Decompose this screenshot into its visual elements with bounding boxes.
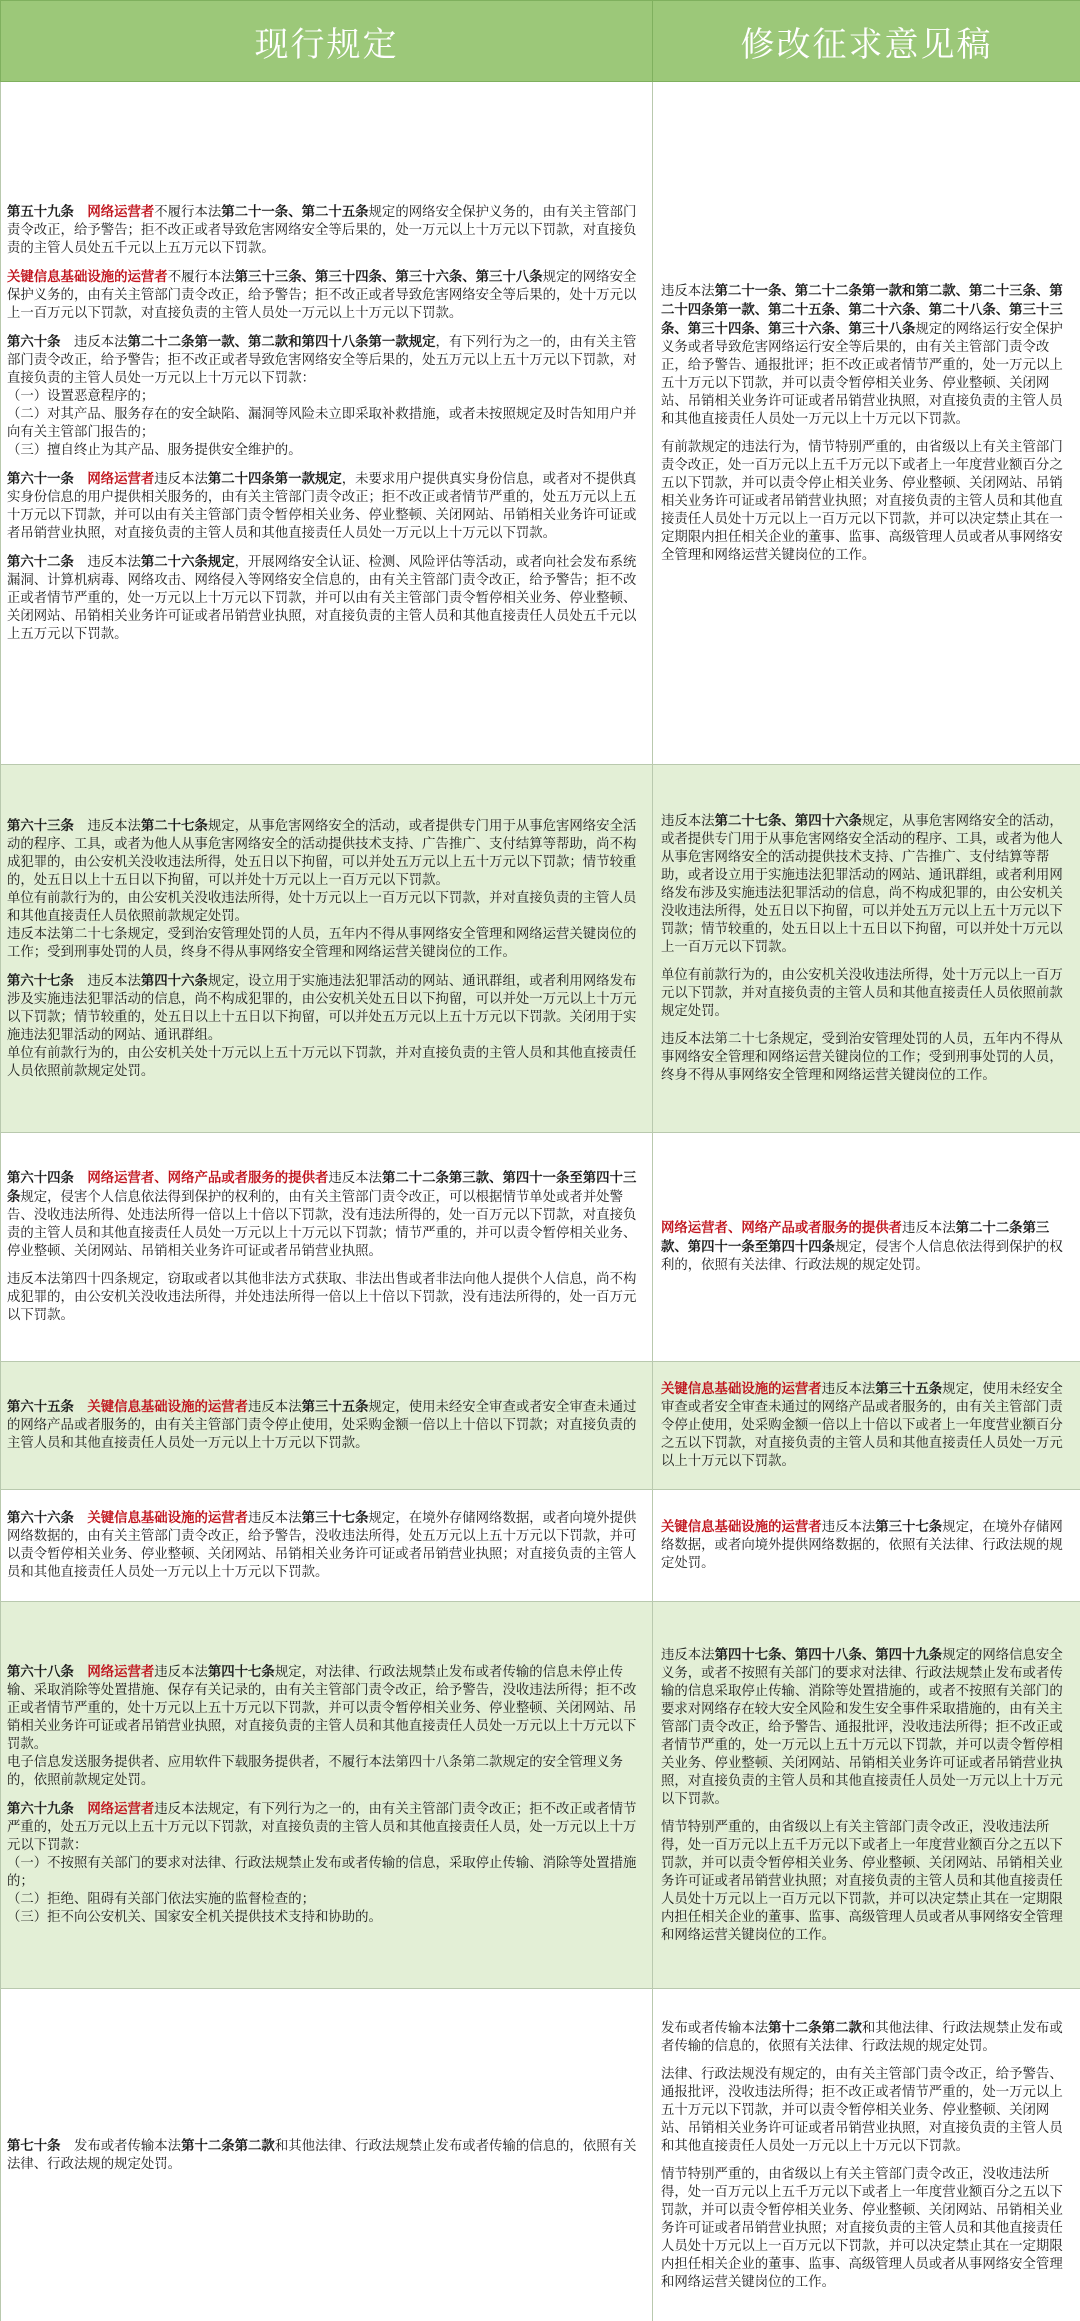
draft-clause-paragraph: 关键信息基础设施的运营者违反本法第三十七条规定，在境外存储网络数据，或者向境外提供网络数据的，依照有关法律、行政法规的规定处罚。 — [661, 1519, 1063, 1571]
current-clause-paragraph: 第六十二条 违反本法第二十六条规定，开展网络安全认证、检测、风险评估等活动，或者向社会发布系统漏洞、计算机病毒、网络攻击、网络侵入等网络安全信息的，由有关主管部门责令改正，给予警告；拒不改正或者情节严重的，处一万元以上十万元以下罚款，并可以由有关主管部门责令暂停相关业务、停业整顿、关闭网站、吊销相关业务许可证或者吊销营业执照，对直接负责的主管人员和其他直接责任人员处五千元以上五万元以下罚款。 — [7, 553, 637, 642]
current-clause-paragraph: 第五十九条 网络运营者不履行本法第二十一条、第二十五条规定的网络安全保护义务的，由有关主管部门责令改正，给予警告；拒不改正或者导致危害网络安全等后果的，处一万元以上十万元以下罚款，对直接负责的主管人员处五千元以上五万元以下罚款。 — [7, 203, 637, 256]
header-current-rules: 现行规定 — [1, 1, 653, 82]
cell-current — [1, 765, 653, 1133]
cell-current — [1, 1989, 653, 2321]
draft-clause-paragraph: 情节特别严重的，由省级以上有关主管部门责令改正，没收违法所得，处一百万元以上五千万元以下或者上一年度营业额百分之五以下罚款，并可以责令暂停相关业务、停业整顿、关闭网站、吊销相关业务许可证或者吊销营业执照；对直接负责的主管人员和其他直接责任人员处十万元以上一百万元以下罚款，并可以决定禁止其在一定期限内担任相关企业的董事、监事、高级管理人员或者从事网络安全管理和网络运营关键岗位的工作。 — [661, 1819, 1063, 1943]
table-row — [1, 1362, 1080, 1490]
current-clause-paragraph: 第六十条 违反本法第二十二条第一款、第二款和第四十八条第一款规定，有下列行为之一的，由有关主管部门责令改正，给予警告；拒不改正或者导致危害网络安全等后果的，处五万元以上五十万元以下罚款，对直接负责的主管人员处一万元以上十万元以下罚款： （一）设置恶意程序的； （二）对其产品、服务存在的安全缺陷、漏洞等风险未立即采取补救措施，或者未按照规定及时告知用户并向有关主管部门报告的； （三）擅自终止为其产品、服务提供安全维护的。 — [7, 333, 637, 458]
draft-clause-paragraph: 违反本法第二十七条规定，受到治安管理处罚的人员，五年内不得从事网络安全管理和网络运营关键岗位的工作；受到刑事处罚的人员，终身不得从事网络安全管理和网络运营关键岗位的工作。 — [661, 1032, 1063, 1083]
current-clause-paragraph: 第六十五条 关键信息基础设施的运营者违反本法第三十五条规定，使用未经安全审查或者安全审查未通过的网络产品或者服务的，由有关主管部门责令停止使用，处采购金额一倍以上十倍以下罚款；对直接负责的主管人员和其他直接责任人员处一万元以上十万元以下罚款。 — [7, 1399, 637, 1451]
draft-clause-paragraph: 情节特别严重的，由省级以上有关主管部门责令改正，没收违法所得，处一百万元以上五千万元以下或者上一年度营业额百分之五以下罚款，并可以责令暂停相关业务、停业整顿、关闭网站、吊销相关业务许可证或者吊销营业执照；对直接负责的主管人员和其他直接责任人员处十万元以上一百万元以下罚款，并可以决定禁止其在一定期限内担任相关企业的董事、监事、高级管理人员或者从事网络安全管理和网络运营关键岗位的工作。 — [661, 2167, 1063, 2290]
table-row — [1, 1133, 1080, 1362]
cell-current — [1, 82, 653, 765]
cell-current — [1, 1362, 653, 1490]
current-clause-paragraph: 关键信息基础设施的运营者不履行本法第三十三条、第三十四条、第三十六条、第三十八条规定的网络安全保护义务的，由有关主管部门责令改正，给予警告；拒不改正或者导致危害网络安全等后果的，处十万元以上一百万元以下罚款，对直接负责的主管人员处一万元以上十万元以下罚款。 — [7, 268, 637, 321]
table-body — [1, 82, 1080, 2321]
cell-draft — [653, 1490, 1080, 1602]
table-row — [1, 765, 1080, 1133]
cell-draft — [653, 765, 1080, 1133]
table-row — [1, 1989, 1080, 2321]
draft-clause-paragraph: 违反本法第四十七条、第四十八条、第四十九条规定的网络信息安全义务，或者不按照有关部门的要求对法律、行政法规禁止发布或者传输的信息采取停止传输、消除等处置措施的，或者不按照有关部门的要求对网络存在较大安全风险和发生安全事件采取措施的，由有关主管部门责令改正，给予警告、通报批评，没收违法所得；拒不改正或者情节严重的，处一万元以上五十万元以下罚款，并可以责令暂停相关业务、停业整顿、关闭网站、吊销相关业务许可证或者吊销营业执照，对直接负责的主管人员和其他直接责任人员处一万元以上十万元以下罚款。 — [661, 1646, 1063, 1807]
current-clause-paragraph: 第六十六条 关键信息基础设施的运营者违反本法第三十七条规定，在境外存储网络数据，或者向境外提供网络数据的，由有关主管部门责令改正，给予警告，没收违法所得，处五万元以上五十万元以下罚款，并可以责令暂停相关业务、停业整顿、关闭网站、吊销相关业务许可证或者吊销营业执照；对直接负责的主管人员和其他直接责任人员处一万元以上十万元以下罚款。 — [7, 1510, 637, 1580]
draft-clause-paragraph: 有前款规定的违法行为，情节特别严重的，由省级以上有关主管部门责令改正，处一百万元以上五千万元以下或者上一年度营业额百分之五以下罚款，并可以责令停止相关业务、停业整顿、关闭网站、吊销相关业务许可证或者吊销营业执照；对直接负责的主管人员和其他直接责任人员处十万元以上一百万元以下罚款，并可以决定禁止其在一定期限内担任相关企业的董事、监事、高级管理人员或者从事网络安全管理和网络运营关键岗位的工作。 — [661, 439, 1063, 563]
cell-current — [1, 1133, 653, 1362]
current-clause-paragraph: 第六十一条 网络运营者违反本法第二十四条第一款规定，未要求用户提供真实身份信息，或者对不提供真实身份信息的用户提供相关服务的，由有关主管部门责令改正；拒不改正或者情节严重的，处五万元以上五十万元以下罚款，并可以由有关主管部门责令暂停相关业务、停业整顿、关闭网站、吊销相关业务许可证或者吊销营业执照，对直接负责的主管人员和其他直接责任人员处一万元以上十万元以下罚款。 — [7, 470, 637, 541]
current-clause-paragraph: 第七十条 发布或者传输本法第十二条第二款和其他法律、行政法规禁止发布或者传输的信息的，依照有关法律、行政法规的规定处罚。 — [7, 2138, 637, 2172]
current-clause-paragraph: 第六十九条 网络运营者违反本法规定，有下列行为之一的，由有关主管部门责令改正；拒不改正或者情节严重的，处五万元以上五十万元以下罚款，对直接负责的主管人员和其他直接责任人员，处一万元以上十万元以下罚款： （一）不按照有关部门的要求对法律、行政法规禁止发布或者传输的信息，采取停止传输、消除等处置措施的； （二）拒绝、阻碍有关部门依法实施的监督检查的； （三）拒不向公安机关、国家安全机关提供技术支持和协助的。 — [7, 1801, 637, 1925]
draft-clause-paragraph: 法律、行政法规没有规定的，由有关主管部门责令改正，给予警告、通报批评，没收违法所得；拒不改正或者情节严重的，处一万元以上五十万元以下罚款，并可以责令暂停相关业务、停业整顿、关闭网站、吊销相关业务许可证或者吊销营业执照，对直接负责的主管人员和其他直接责任人员处一万元以上十万元以下罚款。 — [661, 2067, 1063, 2154]
cell-draft — [653, 1989, 1080, 2321]
table-row — [1, 82, 1080, 765]
draft-clause-paragraph: 违反本法第二十一条、第二十二条第一款和第二款、第二十三条、第二十四条第一款、第二十五条、第二十六条、第二十八条、第三十三条、第三十四条、第三十六条、第三十八条规定的网络运行安全保护义务或者导致危害网络运行安全等后果的，由有关主管部门责令改正，给予警告、通报批评；拒不改正或者情节严重的，处一万元以上五十万元以下罚款，并可以责令暂停相关业务、停业整顿、关闭网站、吊销相关业务许可证或者吊销营业执照，对直接负责的主管人员和其他直接责任人员处一万元以上十万元以下罚款。 — [661, 282, 1063, 427]
draft-clause-paragraph: 违反本法第二十七条、第四十六条规定，从事危害网络安全的活动，或者提供专门用于从事危害网络安全活动的程序、工具，或者为他人从事危害网络安全的活动提供技术支持、广告推广、支付结算等帮助，或者设立用于实施违法犯罪活动的网站、通讯群组，或者利用网络发布涉及实施违法犯罪活动的信息，尚不构成犯罪的，由公安机关没收违法所得，处五日以下拘留，可以并处五万元以上五十万元以下罚款；情节较重的，处五日以上十五日以下拘留，可以并处十万元以上一百万元以下罚款。 — [661, 813, 1063, 955]
cell-draft — [653, 1602, 1080, 1989]
header-draft-revision: 修改征求意见稿 — [653, 1, 1080, 82]
cell-draft — [653, 1362, 1080, 1490]
current-clause-paragraph: 第六十七条 违反本法第四十六条规定，设立用于实施违法犯罪活动的网站、通讯群组，或者利用网络发布涉及实施违法犯罪活动的信息，尚不构成犯罪的，由公安机关处五日以下拘留，可以并处一万元以上十万元以下罚款；情节较重的，处五日以上十五日以下拘留，可以并处五万元以上五十万元以下罚款。关闭用于实施违法犯罪活动的网站、通讯群组。 单位有前款行为的，由公安机关处十万元以上五十万元以下罚款，并对直接负责的主管人员和其他直接责任人员依照前款规定处罚。 — [7, 972, 637, 1079]
cell-current — [1, 1602, 653, 1989]
cell-draft — [653, 1133, 1080, 1362]
draft-clause-paragraph: 关键信息基础设施的运营者违反本法第三十五条规定，使用未经安全审查或者安全审查未通过的网络产品或者服务的，由有关主管部门责令停止使用，处采购金额一倍以上十倍以下或者上一年度营业额百分之五以下罚款，对直接负责的主管人员和其他直接责任人员处一万元以上十万元以下罚款。 — [661, 1381, 1063, 1469]
table-row — [1, 1602, 1080, 1989]
draft-clause-paragraph: 单位有前款行为的，由公安机关没收违法所得，处十万元以上一百万元以下罚款，并对直接负责的主管人员和其他直接责任人员依照前款规定处罚。 — [661, 968, 1063, 1019]
current-clause-paragraph: 违反本法第四十四条规定，窃取或者以其他非法方式获取、非法出售或者非法向他人提供个人信息，尚不构成犯罪的，由公安机关没收违法所得，并处违法所得一倍以上十倍以下罚款，没有违法所得的，处一百万元以下罚款。 — [7, 1272, 637, 1323]
current-clause-paragraph: 第六十四条 网络运营者、网络产品或者服务的提供者违反本法第二十二条第三款、第四十一条至第四十三条规定，侵害个人信息依法得到保护的权利的，由有关主管部门责令改正，可以根据情节单处或者并处警告、没收违法所得、处违法所得一倍以上十倍以下罚款，没有违法所得的，处一百万元以下罚款，对直接负责的主管人员和其他直接责任人员处一万元以上十万元以下罚款；情节严重的，并可以责令暂停相关业务、停业整顿、关闭网站、吊销相关业务许可证或者吊销营业执照。 — [7, 1170, 637, 1259]
table-header — [1, 1, 1080, 82]
current-clause-paragraph: 第六十八条 网络运营者违反本法第四十七条规定，对法律、行政法规禁止发布或者传输的信息未停止传输、采取消除等处置措施、保存有关记录的，由有关主管部门责令改正，给予警告，没收违法所得；拒不改正或者情节严重的，处十万元以上五十万元以下罚款，并可以责令暂停相关业务、停业整顿、关闭网站、吊销相关业务许可证或者吊销营业执照，对直接负责的主管人员和其他直接责任人员处一万元以上十万元以下罚款。 电子信息发送服务提供者、应用软件下载服务提供者，不履行本法第四十八条第二款规定的安全管理义务的，依照前款规定处罚。 — [7, 1664, 637, 1788]
cell-current — [1, 1490, 653, 1602]
current-clause-paragraph: 第六十三条 违反本法第二十七条规定，从事危害网络安全的活动，或者提供专门用于从事危害网络安全活动的程序、工具，或者为他人从事危害网络安全的活动提供技术支持、广告推广、支付结算等帮助，尚不构成犯罪的，由公安机关没收违法所得，处五日以下拘留，可以并处五万元以上五十万元以下罚款；情节较重的，处五日以上十五日以下拘留，可以并处十万元以上一百万元以下罚款。 单位有前款行为的，由公安机关没收违法所得，处十万元以上一百万元以下罚款，并对直接负责的主管人员和其他直接责任人员依照前款规定处罚。 违反本法第二十七条规定，受到治安管理处罚的人员，五年内不得从事网络安全管理和网络运营关键岗位的工作；受到刑事处罚的人员，终身不得从事网络安全管理和网络运营关键岗位的工作。 — [7, 817, 637, 960]
draft-clause-paragraph: 网络运营者、网络产品或者服务的提供者违反本法第二十二条第三款、第四十一条至第四十四条规定，侵害个人信息依法得到保护的权利的，依照有关法律、行政法规的规定处罚。 — [661, 1220, 1063, 1273]
table-row — [1, 1490, 1080, 1602]
draft-clause-paragraph: 发布或者传输本法第十二条第二款和其他法律、行政法规禁止发布或者传输的信息的，依照有关法律、行政法规的规定处罚。 — [661, 2020, 1063, 2054]
cell-draft — [653, 82, 1080, 765]
